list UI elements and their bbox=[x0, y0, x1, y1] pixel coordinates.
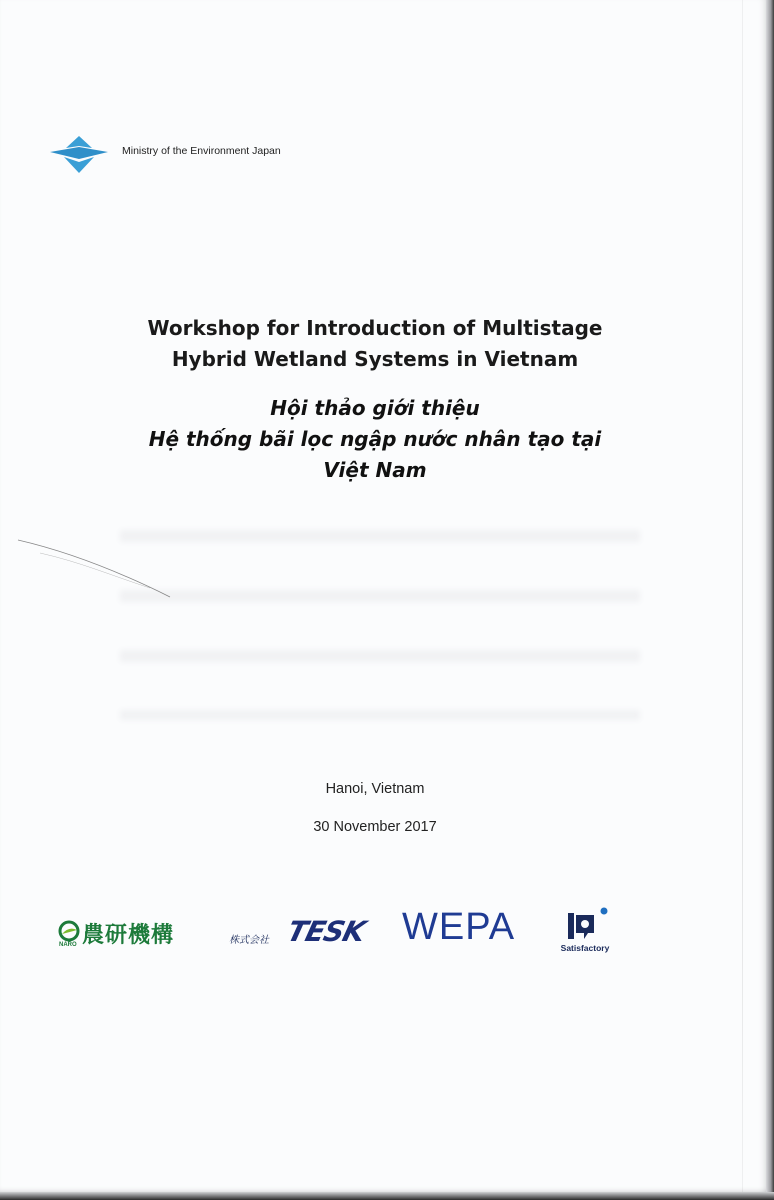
page-edge-right bbox=[766, 0, 774, 1200]
tesk-logo: TESK bbox=[283, 915, 369, 948]
page-edge-bottom bbox=[0, 1192, 774, 1200]
tesk-prefix: 株式会社 bbox=[229, 935, 269, 946]
title-vietnamese bbox=[0, 393, 750, 486]
satisfactory-logo bbox=[552, 905, 618, 955]
satisfactory-mark-icon bbox=[552, 905, 618, 943]
title-english-line-1: Workshop for Introduction of Multistage bbox=[147, 316, 603, 340]
location-text: Hanoi, Vietnam bbox=[325, 781, 425, 797]
page-fold-line bbox=[742, 0, 743, 1192]
title-vietnamese-line-1: Hội thảo giới thiệu bbox=[270, 396, 480, 420]
title-english bbox=[0, 313, 750, 375]
pen-scratch-mark bbox=[0, 0, 200, 620]
date-text: 30 November 2017 bbox=[313, 819, 437, 835]
satisfactory-label: Satisfactory bbox=[560, 943, 610, 953]
naro-leaf-icon bbox=[58, 920, 82, 944]
naro-sub-label: NARO bbox=[59, 942, 77, 948]
wepa-logo: WEPA bbox=[402, 906, 516, 948]
ministry-label: Ministry of the Environment Japan bbox=[122, 145, 281, 157]
title-vietnamese-line-3: Việt Nam bbox=[323, 458, 427, 482]
title-vietnamese-line-2: Hệ thống bãi lọc ngập nước nhân tạo tại bbox=[148, 427, 602, 451]
naro-wordmark: 農研機構 bbox=[82, 923, 175, 948]
title-english-line-2: Hybrid Wetland Systems in Vietnam bbox=[171, 347, 579, 371]
moej-logo-icon bbox=[48, 132, 110, 176]
